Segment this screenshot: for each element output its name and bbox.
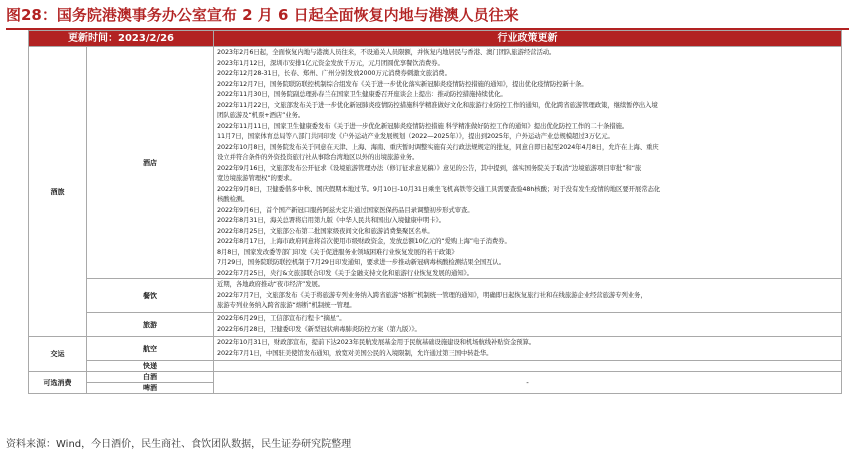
aviation-policy-text xyxy=(214,337,842,361)
policy-updates-header: 行业政策更新 xyxy=(214,31,842,47)
policy-line: 宽边境旅游管理权”的要求。 xyxy=(217,174,296,182)
policy-line: 2022年9月8日，卫健委偕多中秋、国庆假期本地过节。9月10日-10月31日乘坐飞机高铁等交通工具需要查验48h核酸；对于没有发生疫情的地区要开展常态化 xyxy=(217,184,661,193)
table-row xyxy=(29,313,842,337)
policy-line: 近期，各地政府推动“夜市经济”发展。 xyxy=(217,280,325,288)
update-time-header: 更新时间：2023/2/26 xyxy=(29,31,214,47)
subcategory-baijiu: 白酒 xyxy=(87,372,214,383)
policy-line: 2022年7月7日，文旅部发布《关于将旅游专列业务纳入跨省旅游“熔断”机制统一管理的通知》，明确即日起恢复旅行社和在线旅游企业经营旅游专列业务， xyxy=(217,290,647,299)
subcategory-beer: 啤酒 xyxy=(87,383,214,394)
tourism-policy-text xyxy=(214,313,842,337)
subcategory-catering: 餐饮 xyxy=(87,279,214,313)
category-wine-travel: 酒旅 xyxy=(29,47,87,337)
subcategory-hotel: 酒店 xyxy=(87,47,214,279)
empty-policy-dash: - xyxy=(214,372,842,394)
policy-line: 2022年12月28-31日，长春、郑州、广州分别发放2000万元消费券刺激文旅消费。 xyxy=(217,69,451,77)
policy-line: 设立并符合条件的外资投资旅行社从事除台湾地区以外的出境旅游业务。 xyxy=(217,153,419,161)
policy-line: 核酸检测。 xyxy=(217,195,249,203)
policy-line: 2022年8月17日，上海市政府同意将首次使用市级财政资金，发放总额10亿元的“爱购上海”电子消费券。 xyxy=(217,237,511,245)
subcategory-express: 快递 xyxy=(87,361,214,372)
subcategory-aviation: 航空 xyxy=(87,337,214,361)
policy-line: 2022年12月7日，国务院联防联控机制综合组发布《关于进一步优化落实新冠肺炎疫情防控措施的通知》，提出优化疫情防控新十条。 xyxy=(217,79,588,88)
policy-line: 2022年9月16日，文旅部发布公开征求《设境旅游管理办法（修订征求意见稿）》意见的公告，其中提到，落实国务院关于取消“边境旅游项目审批”和“旅 xyxy=(217,163,642,172)
policy-line: 团队旅游及“机票+酒店”业务。 xyxy=(217,111,305,119)
policy-line: 2022年8月25日，文旅部公布第二批国家级夜间文化和旅游消费集聚区名单。 xyxy=(217,226,434,235)
policy-table xyxy=(28,30,842,394)
policy-line: 2022年7月1日，中国驻美使馆发布通知，放宽对美国公民的入境限制，允许通过第三国中转赴华。 xyxy=(217,348,493,357)
policy-line: 2023年2月6日起，全面恢复内地与港澳人员往来，不设通关人员限额，并恢复内地居民与香港、澳门团队旅游经营活动。 xyxy=(217,48,556,56)
policy-line: 2022年10月8日，国务院发布关于同意在天津、上海、海南、重庆暂时调整实施有关行政法规规定的批复，同意自即日起至2024年4月8日，允许在上海、重庆 xyxy=(217,142,659,151)
policy-line: 2022年8月31日，海关总署将启用第九版《中华人民共和国出/入境健康申明卡》。 xyxy=(217,216,445,224)
table-row xyxy=(29,47,842,279)
table-row xyxy=(29,337,842,361)
category-optional-consumption: 可选消费 xyxy=(29,372,87,394)
policy-line: 11月7日，国家体育总局等八部门共同印发《户外运动产业发展规划（2022—2025年）》，提出到2025年，户外运动产业总规模超过3万亿元。 xyxy=(217,132,614,140)
policy-line: 2022年10月31日，财政部宣布，提前下达2023年民航发展基金用于民航基础设施建设和机场航线补贴资金预算。 xyxy=(217,338,536,346)
policy-line: 2022年11月22日，文旅部发布关于进一步优化新冠肺炎疫情防控措施科学精准做好文化和旅游行业防控工作的通知，优化跨省旅游管理政策，继续暂停出入境 xyxy=(217,100,658,109)
policy-line: 8月8日，国家发改委等部门印发《关于促进服务业领域困难行业恢复发展的若干政策》 xyxy=(217,247,458,256)
policy-line: 旅游专列业务纳入跨省旅游“熔断”机制统一管理。 xyxy=(217,301,356,309)
catering-policy-text xyxy=(214,279,842,313)
figure-title: 图28：国务院港澳事务办公室宣布 2 月 6 日起全面恢复内地与港澳人员往来 xyxy=(6,6,519,24)
category-transport: 交运 xyxy=(29,337,87,372)
policy-line: 2022年9月6日，首个国产新冠口服药阿兹夫定片通过国家医保药品目录调整初步形式审查。 xyxy=(217,205,474,214)
table-row xyxy=(29,279,842,313)
policy-line: 2022年6月29日，工信部宣布行程卡“摘星”。 xyxy=(217,314,346,322)
express-policy-text xyxy=(214,361,842,372)
policy-line: 2022年11月11日，国家卫生健康委发布《关于进一步优化新冠肺炎疫情防控措施 科学精准做好防控工作的通知》提出优化防控工作的二十条措施。 xyxy=(217,121,629,130)
table-header-row xyxy=(29,31,842,47)
subcategory-tourism: 旅游 xyxy=(87,313,214,337)
policy-line: 2022年11月30日，国务院副总理孙春兰在国家卫生健康委召开座谈会上提出：推动防控措施持续优化。 xyxy=(217,90,507,98)
table-row xyxy=(29,372,842,383)
policy-line: 7月29日，国务院联防联控机制于7月29日印发通知，要求进一步推动新冠病毒核酸检测结果全国互认。 xyxy=(217,258,506,266)
policy-line: 2022年7月25日，央行&文旅部联合印发《关于金融支持文化和旅游行业恢复发展的通知》。 xyxy=(217,268,473,277)
policy-line: 2023年1月12日，深圳市安排1亿元资金发放千万元，元月团圆优享餐饮消费券。 xyxy=(217,58,444,67)
hotel-policy-text xyxy=(214,47,842,279)
table-row xyxy=(29,361,842,372)
source-note: 资料来源：Wind，今日酒价，民生商社、食饮团队数据，民生证券研究院整理 xyxy=(6,439,352,450)
policy-line: 2022年6月28日，卫健委印发《新型冠状病毒肺炎防控方案（第九版）》。 xyxy=(217,324,421,333)
